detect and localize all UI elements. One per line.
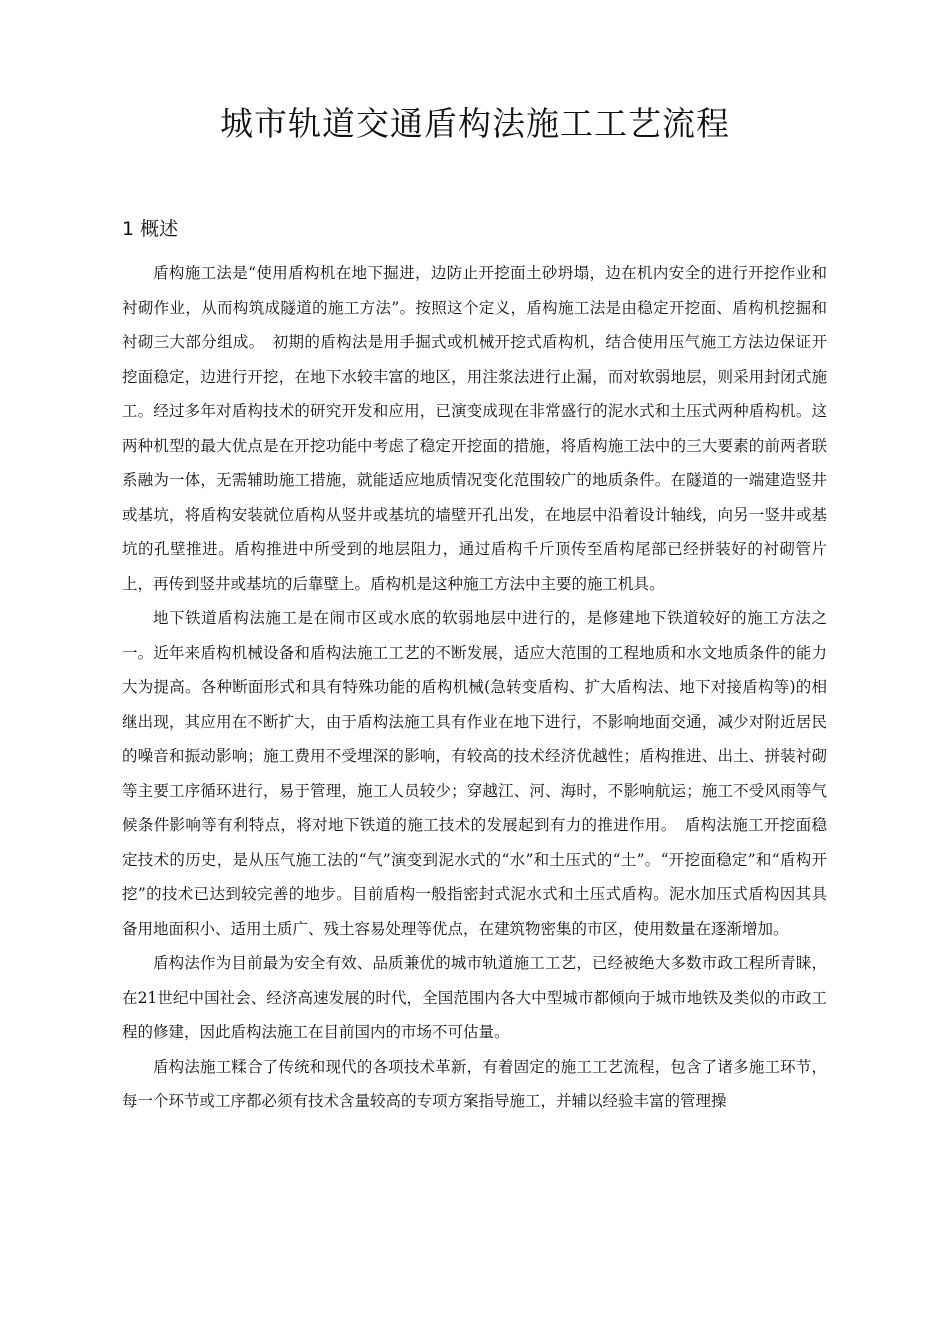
paragraph: 盾构法作为目前最为安全有效、品质兼优的城市轨道施工工艺，已经被绝大多数市政工程所青睐，在21世纪中国社会、经济高速发展的时代，全国范围内各大中型城市都倾向于城市地铁及类似的市政工程的修建，因此盾构法施工在目前国内的市场不可估量。 — [122, 954, 827, 1041]
document-title: 城市轨道交通盾构法施工工艺流程 — [220, 104, 730, 143]
document-body — [122, 256, 827, 1119]
paragraph: 盾构施工法是“使用盾构机在地下掘进，边防止开挖面土砂坍塌，边在机内安全的进行开挖作业和衬砌作业，从而构筑成隧道的施工方法”。按照这个定义，盾构施工法是由稳定开挖面、盾构机挖掘和衬砌三大部分组成。 初期的盾构法是用手掘式或机械开挖式盾构机，结合使用压气施工方法边保证开挖面稳定，边进行开挖，在地下水较丰富的地区，用注浆法进行止漏，而对软弱地层，则采用封闭式施工。经过多年对盾构技术的研究开发和应用，已演变成现在非常盛行的泥水式和土压式两种盾构机。这两种机型的最大优点是在开挖功能中考虑了稳定开挖面的措施，将盾构施工法中的三大要素的前两者联系融为一体，无需辅助施工措施，就能适应地质情况变化范围较广的地质条件。在隧道的一端建造竖井或基坑，将盾构安装就位盾构从竖井或基坑的墙壁开孔出发，在地层中沿着设计轴线，向另一竖井或基坑的孔壁推进。盾构推进中所受到的地层阻力，通过盾构千斤顶传至盾构尾部已经拼装好的衬砌管片上，再传到竖井或基坑的后靠壁上。盾构机是这种施工方法中主要的施工机具。 — [122, 264, 827, 593]
section-heading: 1 概述 — [122, 218, 179, 240]
paragraph: 地下铁道盾构法施工是在闹市区或水底的软弱地层中进行的，是修建地下铁道较好的施工方法之一。近年来盾构机械设备和盾构法施工工艺的不断发展，适应大范围的工程地质和水文地质条件的能力大为提高。各种断面形式和具有特殊功能的盾构机械(急转变盾构、扩大盾构法、地下对接盾构等)的相继出现，其应用在不断扩大，由于盾构法施工具有作业在地下进行，不影响地面交通，减少对附近居民的噪音和振动影响；施工费用不受埋深的影响，有较高的技术经济优越性；盾构推进、出土、拼装衬砌等主要工序循环进行，易于管理，施工人员较少；穿越江、河、海时，不影响航运；施工不受风雨等气候条件影响等有利特点，将对地下铁道的施工技术的发展起到有力的推进作用。 盾构法施工开挖面稳定技术的历史，是从压气施工法的“气”演变到泥水式的“水”和土压式的“土”。“开挖面稳定”和“盾构开挖”的技术已达到较完善的地步。目前盾构一般指密封式泥水式和土压式盾构。泥水加压式盾构因其具备用地面积小、适用土质广、残土容易处理等优点，在建筑物密集的市区，使用数量在逐渐增加。 — [122, 609, 827, 938]
paragraph: 盾构法施工糅合了传统和现代的各项技术革新，有着固定的施工工艺流程，包含了诸多施工环节，每一个环节或工序都必须有技术含量较高的专项方案指导施工，并辅以经验丰富的管理操 — [122, 1057, 827, 1110]
